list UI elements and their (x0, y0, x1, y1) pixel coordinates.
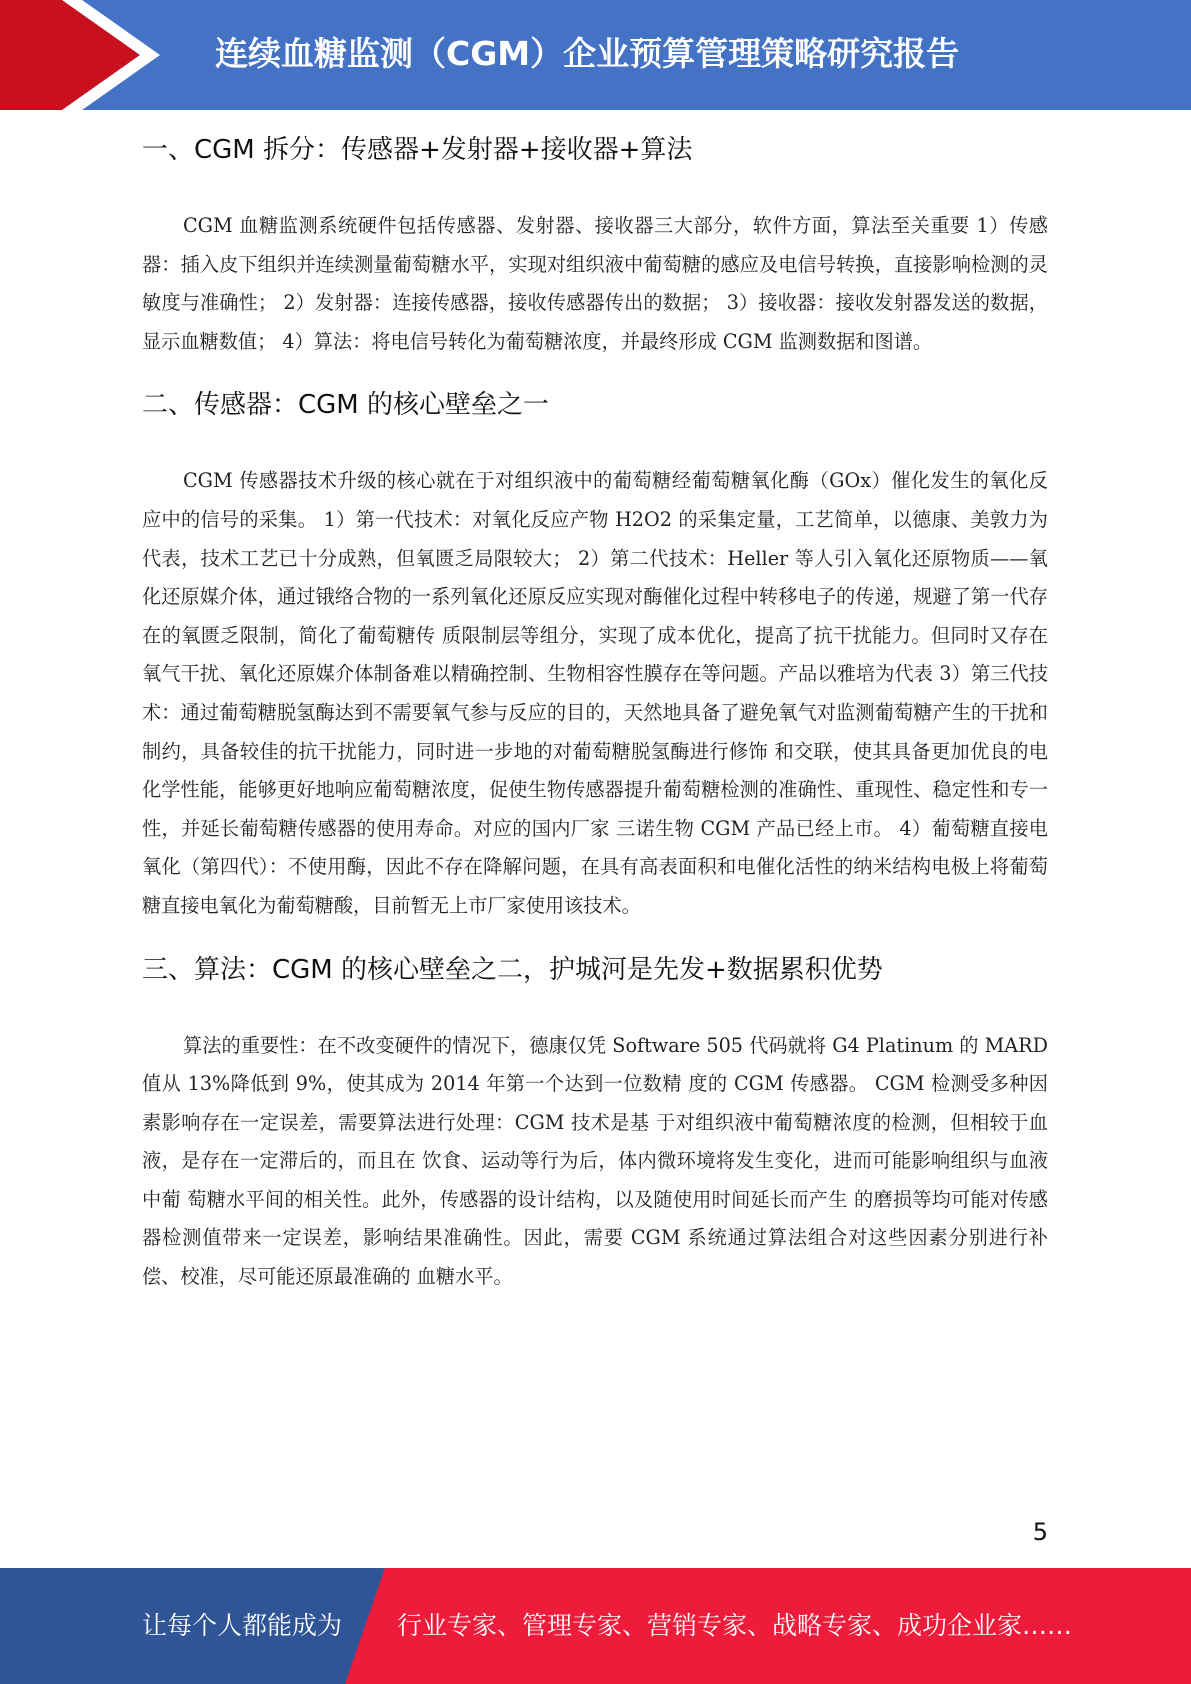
footer-slogan-right: 行业专家、管理专家、营销专家、战略专家、成功企业家…… (397, 1611, 1073, 1640)
header-banner (0, 0, 1191, 110)
section-heading-1: 一、CGM 拆分：传感器+发射器+接收器+算法 (142, 135, 693, 165)
footer-slogan-left: 让每个人都能成为 (142, 1611, 343, 1640)
report-title: 连续血糖监测（CGM）企业预算管理策略研究报告 (215, 34, 960, 73)
report-body (142, 130, 1048, 1297)
page-number: 5 (1032, 1518, 1048, 1546)
section-paragraph-3: 算法的重要性：在不改变硬件的情况下，德康仅凭 Software 505 代码就将 G4 Platinum 的 MARD 值从 13%降低到 9%，使其成为 2014 年第一个达到一位数精 度的 CGM 传感器。 CGM 检测受多种因素影响存在一定误差，需要算法进行处理：CGM 技术是基 于对组织液中葡萄糖浓度的检测，但相较于血液，是存在一定滞后的，而且在 饮食、运动等行为后，体内微环境将发生变化，进而可能影响组织与血液中葡 萄糖水平间的相关性。此外，传感器的设计结构，以及随使用时间延长而产生 的磨损等均可能对传感器检测值带来一定误差，影响结果准确性。因此，需要 CGM 系统通过算法组合对这些因素分别进行补偿、校准，尽可能还原最准确的 血糖水平。 (142, 1033, 1048, 1289)
footer-banner (0, 1568, 1191, 1684)
section-heading-3: 三、算法：CGM 的核心壁垒之二，护城河是先发+数据累积优势 (142, 954, 883, 985)
section-paragraph-2: CGM 传感器技术升级的核心就在于对组织液中的葡萄糖经葡萄糖氧化酶（GOx）催化发生的氧化反应中的信号的采集。 1）第一代技术：对氧化反应产物 H2O2 的采集定量，工艺简单，以德康、美敦力为代表，技术工艺已十分成熟，但氧匮乏局限较大； 2）第二代技术：Heller 等人引入氧化还原物质——氧化还原媒介体，通过锇络合物的一系列氧化还原反应实现对酶催化过程中转移电子的传递，规避了第一代存在的氧匮乏限制，简化了葡萄糖传 质限制层等组分，实现了成本优化，提高了抗干扰能力。但同时又存在氧气干扰、氧化还原媒介体制备难以精确控制、生物相容性膜存在等问题。产品以雅培为代表 3）第三代技术：通过葡萄糖脱氢酶达到不需要氧气参与反应的目的，天然地具备了避免氧气对监测葡萄糖产生的干扰和制约，具备较佳的抗干扰能力，同时进一步地的对葡萄糖脱氢酶进行修饰 和交联，使其具备更加优良的电化学性能，能够更好地响应葡萄糖浓度，促使生物传感器提升葡萄糖检测的准确性、重现性、稳定性和专一性，并延长葡萄糖传感器的使用寿命。对应的国内厂家 三诺生物 CGM 产品已经上市。 4）葡萄糖直接电氧化（第四代）：不使用酶，因此不存在降解问题，在具有高表面积和电催化活性的纳米结构电极上将葡萄糖直接电氧化为葡萄糖酸，目前暂无上市厂家使用该技术。 (142, 469, 1048, 917)
section-heading-2: 二、传感器：CGM 的核心壁垒之一 (142, 390, 549, 421)
section-paragraph-1: CGM 血糖监测系统硬件包括传感器、发射器、接收器三大部分，软件方面，算法至关重要 1）传感器：插入皮下组织并连续测量葡萄糖水平，实现对组织液中葡萄糖的感应及电信号转换，直接影响检测的灵敏度与准确性； 2）发射器：连接传感器，接收传感器传出的数据； 3）接收器：接收发射器发送的数据，显示血糖数值； 4）算法：将电信号转化为葡萄糖浓度，并最终形成 CGM 监测数据和图谱。 (142, 214, 1048, 353)
